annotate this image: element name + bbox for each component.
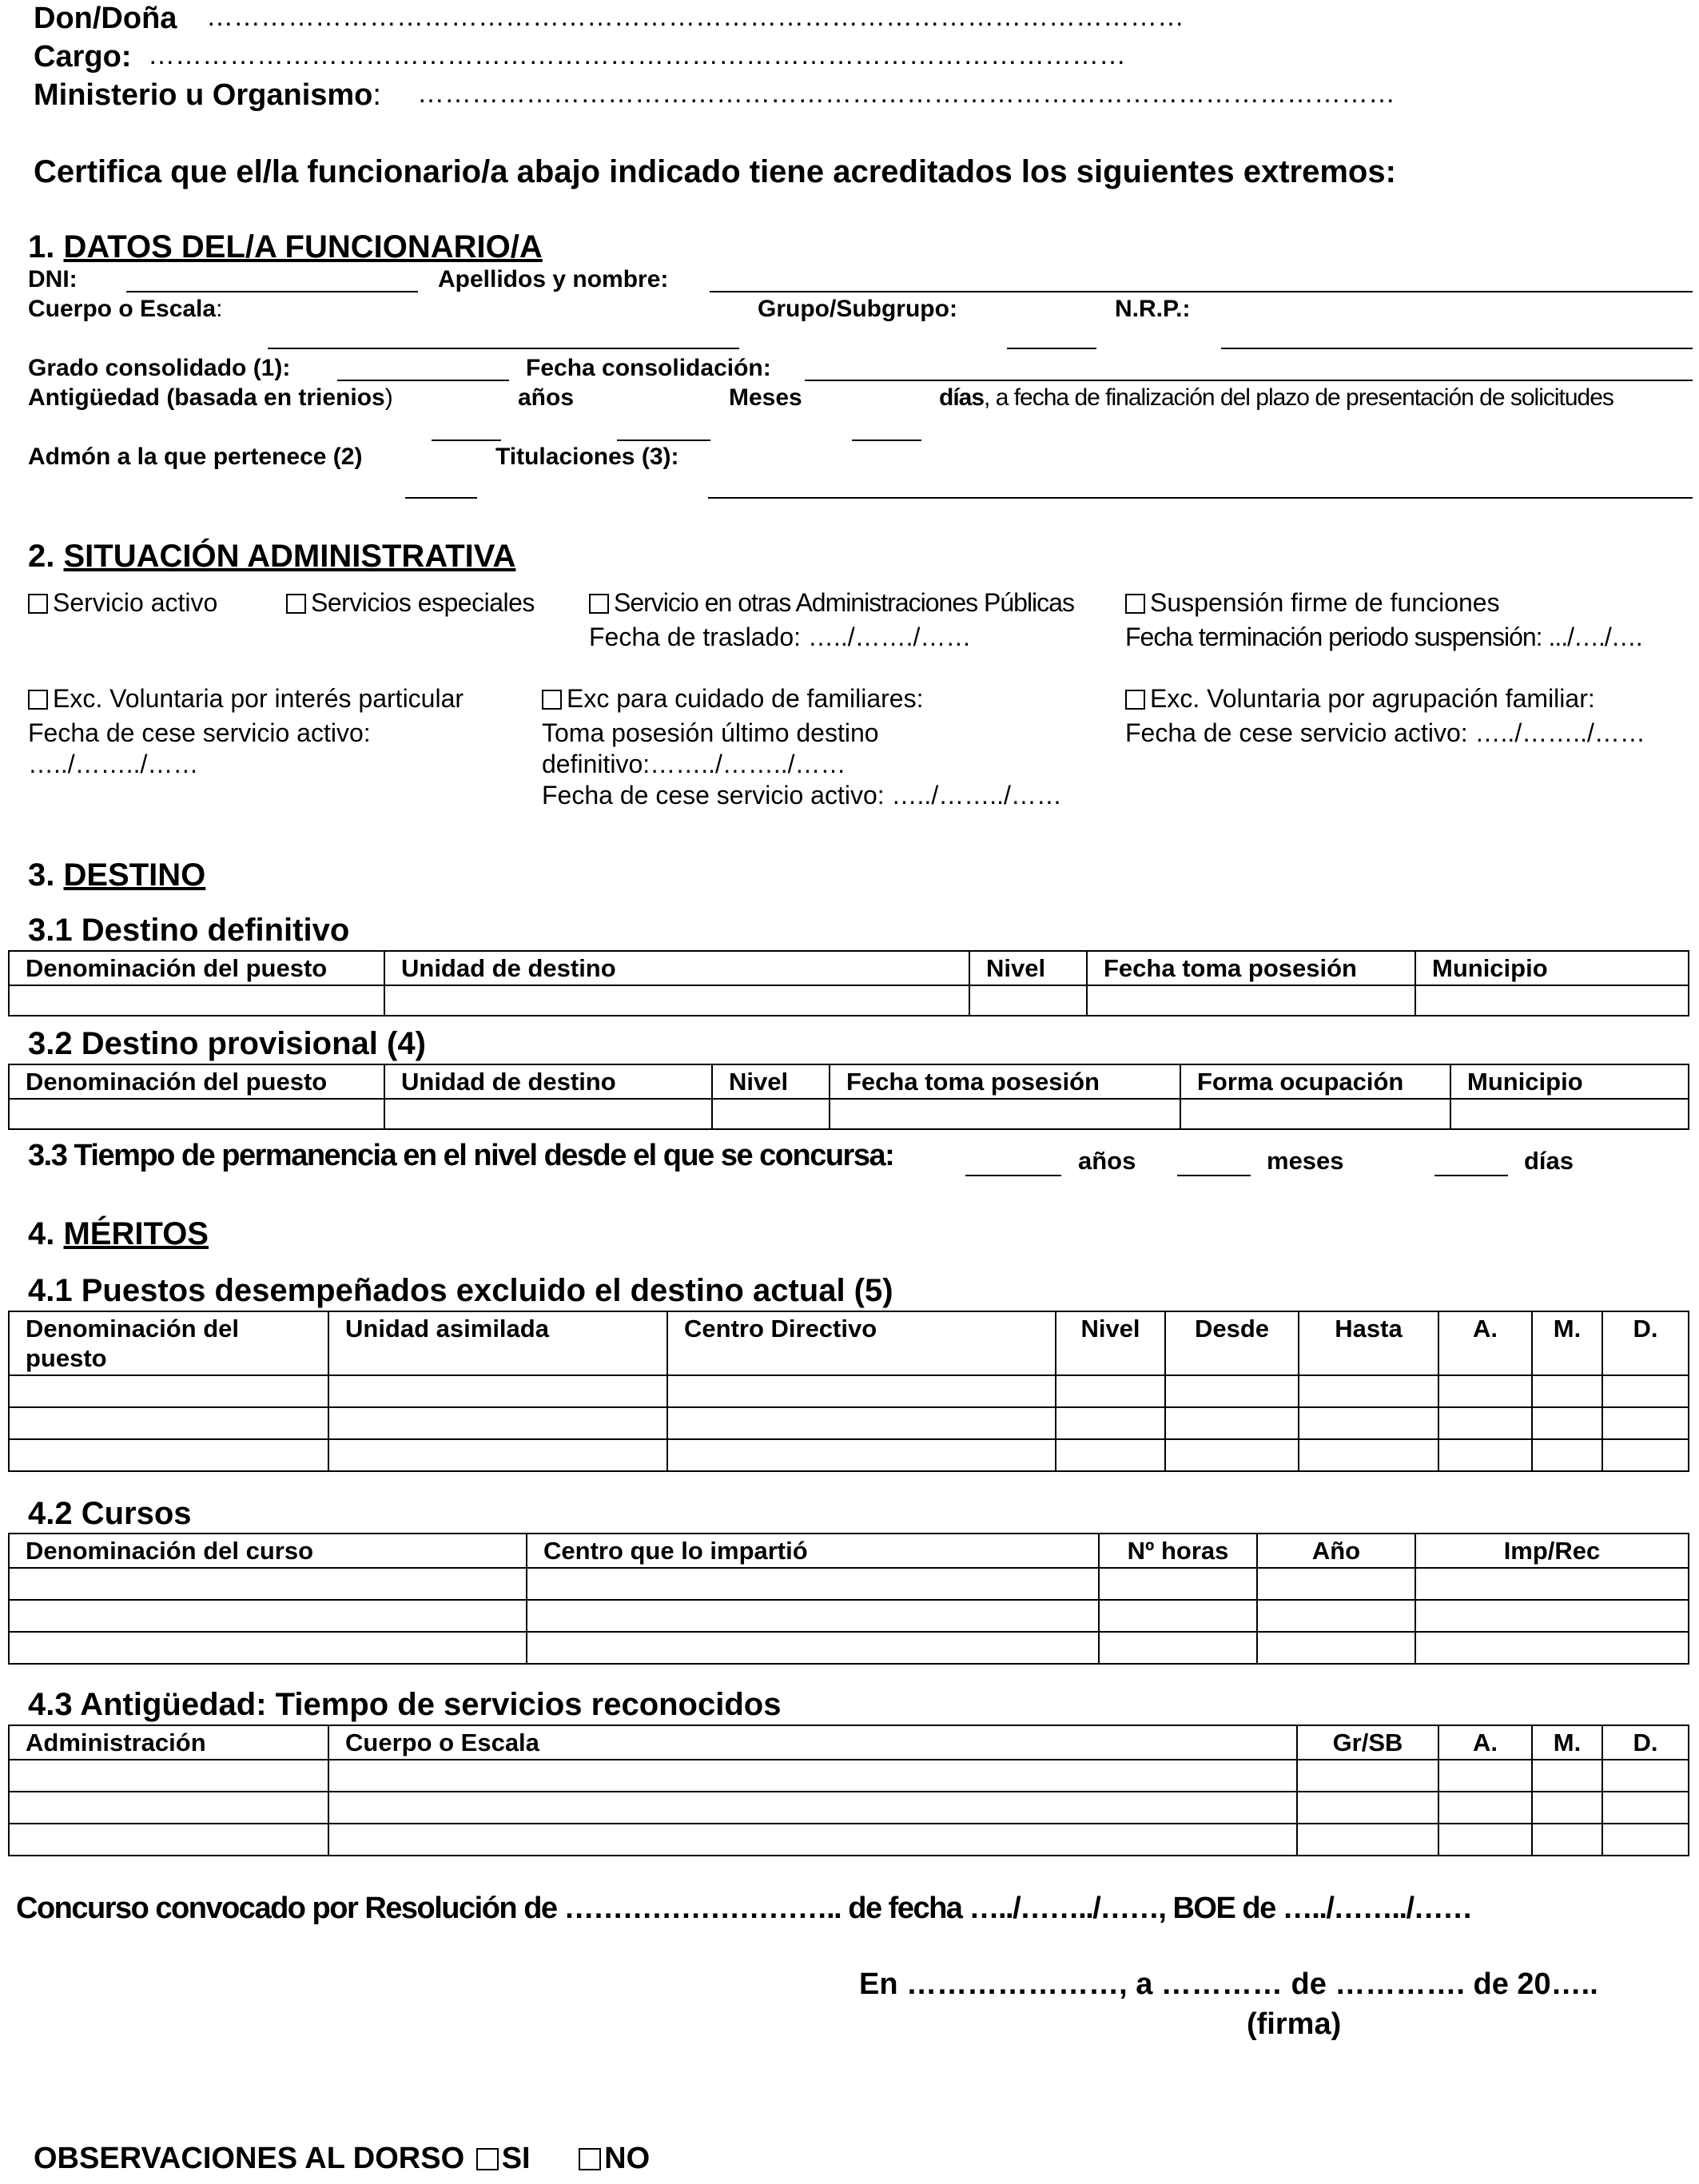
servicio-activo-label: Servicio activo bbox=[53, 588, 218, 617]
destino-definitivo-heading: 3.1 Destino definitivo bbox=[28, 913, 350, 948]
antiguedad-meses-label: Meses bbox=[729, 384, 802, 411]
permanencia-label: 3.3 Tiempo de permanencia en el nivel desde el que se concursa: bbox=[28, 1139, 894, 1172]
table-cell[interactable] bbox=[1099, 1632, 1257, 1664]
cuerpo-colon: : bbox=[216, 296, 223, 322]
table-header-cell: Desde bbox=[1165, 1311, 1299, 1375]
table-cell[interactable] bbox=[1415, 1568, 1689, 1600]
exc-cuidado-checkbox[interactable] bbox=[542, 690, 562, 710]
section3-title: DESTINO bbox=[63, 857, 206, 893]
table-cell[interactable] bbox=[1602, 1760, 1689, 1792]
destino-definitivo-table bbox=[8, 950, 1689, 1016]
table-cell[interactable] bbox=[9, 1568, 527, 1600]
dni-label: DNI: bbox=[28, 266, 78, 292]
table-cell[interactable] bbox=[9, 985, 384, 1016]
table-header-cell: A. bbox=[1438, 1311, 1532, 1375]
table-cell[interactable] bbox=[1602, 1375, 1689, 1407]
cuerpo-label-text: Cuerpo o Escala bbox=[28, 296, 217, 322]
servicios-especiales-option[interactable] bbox=[286, 588, 535, 618]
table-cell[interactable] bbox=[9, 1375, 328, 1407]
table-header-cell: Imp/Rec bbox=[1415, 1534, 1689, 1568]
table-header-row bbox=[9, 1534, 1689, 1568]
table-cell[interactable] bbox=[9, 1632, 527, 1664]
table-row bbox=[9, 1375, 1689, 1407]
exc-voluntaria-option[interactable] bbox=[28, 684, 464, 714]
servicio-activo-option[interactable] bbox=[28, 588, 217, 618]
cargo-dots: ……………………………………………………………………………………………… bbox=[148, 40, 1126, 70]
table-cell[interactable] bbox=[9, 1439, 328, 1471]
table-cell[interactable] bbox=[667, 1439, 1056, 1471]
table-cell[interactable] bbox=[1602, 1439, 1689, 1471]
section3-number: 3. bbox=[28, 857, 55, 893]
table-cell[interactable] bbox=[1438, 1375, 1532, 1407]
exc-cuidado-label: Exc para cuidado de familiares: bbox=[567, 684, 924, 713]
don-dona-field[interactable] bbox=[34, 2, 177, 37]
table-cell[interactable] bbox=[1532, 1439, 1602, 1471]
table-header-cell: Fecha toma posesión bbox=[1087, 951, 1415, 985]
table-cell[interactable] bbox=[384, 1099, 712, 1129]
fecha-cese-2-text: Fecha de cese servicio activo: …../……../…… bbox=[542, 781, 1062, 810]
observaciones-row bbox=[34, 2142, 650, 2177]
table-header-cell: Denominación del puesto bbox=[9, 951, 384, 985]
table-cell[interactable] bbox=[1438, 1407, 1532, 1439]
antiguedad-servicios-table bbox=[8, 1725, 1689, 1856]
don-dona-dots: ……………………………………………………………………………………………… bbox=[206, 2, 1184, 32]
toma-posesion-text: Toma posesión último destino bbox=[542, 718, 879, 747]
permanencia-meses-line[interactable] bbox=[1177, 1175, 1251, 1176]
table-cell[interactable] bbox=[712, 1099, 830, 1129]
section2-heading bbox=[28, 538, 515, 575]
permanencia-dias-label: días bbox=[1524, 1147, 1574, 1175]
section2-title: SITUACIÓN ADMINISTRATIVA bbox=[63, 539, 516, 574]
servicios-especiales-checkbox[interactable] bbox=[286, 594, 306, 614]
ministerio-label: Ministerio u Organismo bbox=[34, 78, 373, 112]
cuerpo-label bbox=[28, 296, 222, 324]
permanencia-anos-label: años bbox=[1078, 1147, 1136, 1175]
table-cell[interactable] bbox=[384, 985, 969, 1016]
table-cell[interactable] bbox=[527, 1632, 1099, 1664]
table-cell[interactable] bbox=[1438, 1824, 1532, 1856]
fecha-traslado-text: Fecha de traslado: …../……./…… bbox=[589, 623, 972, 651]
table-cell[interactable] bbox=[328, 1824, 1297, 1856]
table-header-cell: Denominación del puesto bbox=[9, 1311, 328, 1375]
admon-line[interactable] bbox=[405, 497, 477, 499]
table-header-cell: Forma ocupación bbox=[1180, 1064, 1450, 1099]
table-cell[interactable] bbox=[1099, 1600, 1257, 1632]
table-cell[interactable] bbox=[1297, 1824, 1438, 1856]
admon-label: Admón a la que pertenece (2) bbox=[28, 444, 363, 470]
destino-provisional-table bbox=[8, 1064, 1689, 1130]
antiguedad-paren: ) bbox=[384, 384, 393, 411]
table-cell[interactable] bbox=[1532, 1792, 1602, 1824]
table-cell[interactable] bbox=[1299, 1375, 1438, 1407]
table-cell[interactable] bbox=[1415, 1600, 1689, 1632]
table-cell[interactable] bbox=[1056, 1407, 1165, 1439]
suspension-checkbox[interactable] bbox=[1125, 594, 1145, 614]
section4-number: 4. bbox=[28, 1216, 55, 1251]
table-cell[interactable] bbox=[9, 1792, 328, 1824]
table-header-cell: D. bbox=[1602, 1725, 1689, 1760]
table-cell[interactable] bbox=[1297, 1792, 1438, 1824]
table-cell[interactable] bbox=[527, 1568, 1099, 1600]
table-row bbox=[9, 1407, 1689, 1439]
section4-heading bbox=[28, 1215, 209, 1252]
table-cell[interactable] bbox=[1297, 1760, 1438, 1792]
table-cell[interactable] bbox=[1438, 1792, 1532, 1824]
section1-number: 1. bbox=[28, 229, 55, 265]
fecha-consolidacion-label: Fecha consolidación: bbox=[526, 355, 771, 381]
table-header-cell: Cuerpo o Escala bbox=[328, 1725, 1297, 1760]
servicio-otras-option[interactable] bbox=[589, 588, 1074, 618]
antiguedad-dias-line[interactable] bbox=[852, 440, 921, 441]
cargo-field[interactable] bbox=[34, 40, 131, 75]
table-cell[interactable] bbox=[1438, 1439, 1532, 1471]
table-cell[interactable] bbox=[1099, 1568, 1257, 1600]
table-header-cell: Fecha toma posesión bbox=[830, 1064, 1180, 1099]
table-header-cell: Año bbox=[1257, 1534, 1415, 1568]
table-cell[interactable] bbox=[1532, 1760, 1602, 1792]
firma-label: (firma) bbox=[1247, 2007, 1342, 2041]
section4-title: MÉRITOS bbox=[63, 1216, 209, 1251]
fecha-consolidacion-line[interactable] bbox=[805, 380, 1693, 381]
servicio-otras-checkbox[interactable] bbox=[589, 594, 609, 614]
table-cell[interactable] bbox=[1438, 1760, 1532, 1792]
ministerio-colon: : bbox=[372, 78, 381, 112]
grupo-line[interactable] bbox=[1007, 348, 1096, 349]
table-header-row bbox=[9, 1064, 1689, 1099]
puestos-desempenados-heading: 4.1 Puestos desempeñados excluido el destino actual (5) bbox=[28, 1273, 893, 1308]
table-cell[interactable] bbox=[9, 1600, 527, 1632]
antiguedad-label bbox=[28, 384, 393, 412]
table-cell[interactable] bbox=[1299, 1407, 1438, 1439]
cuerpo-line[interactable] bbox=[268, 348, 739, 349]
antiguedad-label-text: Antigüedad (basada en trienios bbox=[28, 384, 385, 411]
table-cell[interactable] bbox=[328, 1407, 667, 1439]
antiguedad-meses-line[interactable] bbox=[617, 440, 710, 441]
grupo-label: Grupo/Subgrupo: bbox=[758, 296, 957, 322]
servicios-especiales-label: Servicios especiales bbox=[311, 588, 535, 617]
cursos-heading: 4.2 Cursos bbox=[28, 1496, 192, 1531]
table-cell[interactable] bbox=[1056, 1375, 1165, 1407]
table-header-cell: Gr/SB bbox=[1297, 1725, 1438, 1760]
antiguedad-dias-suffix: , a fecha de finalización del plazo de presentación de solicitudes bbox=[984, 384, 1613, 411]
table-row bbox=[9, 1824, 1689, 1856]
section3-heading bbox=[28, 857, 205, 893]
table-header-cell: Nivel bbox=[1056, 1311, 1165, 1375]
table-cell[interactable] bbox=[1056, 1439, 1165, 1471]
table-header-cell: Hasta bbox=[1299, 1311, 1438, 1375]
cursos-table bbox=[8, 1533, 1689, 1665]
antiguedad-servicios-heading: 4.3 Antigüedad: Tiempo de servicios reconocidos bbox=[28, 1687, 782, 1722]
table-row bbox=[9, 1600, 1689, 1632]
fecha-cese-3-text: Fecha de cese servicio activo: …../……../…… bbox=[1125, 718, 1645, 747]
dni-line[interactable] bbox=[126, 291, 418, 292]
antiguedad-dias bbox=[939, 384, 1613, 412]
table-cell[interactable] bbox=[1532, 1407, 1602, 1439]
titulaciones-label: Titulaciones (3): bbox=[495, 444, 679, 470]
apellidos-line[interactable] bbox=[710, 291, 1693, 292]
table-header-cell: Nivel bbox=[969, 951, 1087, 985]
table-cell[interactable] bbox=[1257, 1632, 1415, 1664]
table-row bbox=[9, 1632, 1689, 1664]
table-header-cell: M. bbox=[1532, 1725, 1602, 1760]
table-cell[interactable] bbox=[328, 1760, 1297, 1792]
table-cell[interactable] bbox=[667, 1407, 1056, 1439]
observaciones-no-label: NO bbox=[604, 2142, 651, 2175]
table-row bbox=[9, 1439, 1689, 1471]
suspension-option[interactable] bbox=[1125, 588, 1500, 618]
table-cell[interactable] bbox=[1532, 1824, 1602, 1856]
table-header-row bbox=[9, 1311, 1689, 1375]
suspension-label: Suspensión firme de funciones bbox=[1150, 588, 1500, 617]
table-row bbox=[9, 985, 1689, 1016]
exc-agrupacion-checkbox[interactable] bbox=[1125, 690, 1145, 710]
apellidos-label: Apellidos y nombre: bbox=[438, 266, 669, 292]
table-header-cell: Denominación del puesto bbox=[9, 1064, 384, 1099]
servicio-otras-label: Servicio en otras Administraciones Públicas bbox=[614, 588, 1074, 617]
table-cell[interactable] bbox=[9, 1760, 328, 1792]
exc-voluntaria-checkbox[interactable] bbox=[28, 690, 48, 710]
permanencia-anos-line[interactable] bbox=[965, 1175, 1061, 1176]
table-cell[interactable] bbox=[328, 1439, 667, 1471]
table-cell[interactable] bbox=[1087, 985, 1415, 1016]
table-cell[interactable] bbox=[1415, 1632, 1689, 1664]
antiguedad-anos-line[interactable] bbox=[432, 440, 501, 441]
table-header-cell: Municipio bbox=[1415, 951, 1689, 985]
table-cell[interactable] bbox=[9, 1824, 328, 1856]
table-cell[interactable] bbox=[1165, 1375, 1299, 1407]
cargo-label: Cargo: bbox=[34, 40, 132, 74]
puestos-desempenados-table bbox=[8, 1311, 1689, 1472]
table-cell[interactable] bbox=[830, 1099, 1180, 1129]
table-header-cell: Centro que lo impartió bbox=[527, 1534, 1099, 1568]
table-header-cell: Centro Directivo bbox=[667, 1311, 1056, 1375]
grado-line[interactable] bbox=[337, 380, 509, 381]
table-row bbox=[9, 1760, 1689, 1792]
destino-provisional-heading: 3.2 Destino provisional (4) bbox=[28, 1026, 426, 1061]
table-cell[interactable] bbox=[1602, 1792, 1689, 1824]
antiguedad-dias-label: días bbox=[939, 384, 985, 411]
table-header-cell: Unidad de destino bbox=[384, 951, 969, 985]
fecha-suspension-text: Fecha terminación periodo suspensión: .../…./…. bbox=[1125, 623, 1642, 651]
table-cell[interactable] bbox=[328, 1792, 1297, 1824]
table-header-cell: Nivel bbox=[712, 1064, 830, 1099]
table-cell[interactable] bbox=[527, 1600, 1099, 1632]
don-dona-label: Don/Doña bbox=[34, 2, 177, 35]
table-cell[interactable] bbox=[1257, 1568, 1415, 1600]
table-header-cell: Administración bbox=[9, 1725, 328, 1760]
titulaciones-line[interactable] bbox=[708, 497, 1693, 499]
section1-title: DATOS DEL/A FUNCIONARIO/A bbox=[63, 229, 543, 265]
table-row bbox=[9, 1568, 1689, 1600]
nrp-line[interactable] bbox=[1221, 348, 1693, 349]
table-cell[interactable] bbox=[1415, 985, 1689, 1016]
fecha-cese-1-text: Fecha de cese servicio activo: bbox=[28, 718, 371, 747]
table-header-cell: Unidad asimilada bbox=[328, 1311, 667, 1375]
table-cell[interactable] bbox=[1165, 1439, 1299, 1471]
fecha-cese-1-dots: …../……../…… bbox=[28, 750, 199, 778]
exc-cuidado-option[interactable] bbox=[542, 684, 923, 714]
table-header-cell: A. bbox=[1438, 1725, 1532, 1760]
table-cell[interactable] bbox=[1299, 1439, 1438, 1471]
section2-number: 2. bbox=[28, 539, 55, 574]
table-cell[interactable] bbox=[328, 1375, 667, 1407]
table-header-cell: M. bbox=[1532, 1311, 1602, 1375]
table-cell[interactable] bbox=[1532, 1375, 1602, 1407]
grado-label: Grado consolidado (1): bbox=[28, 355, 291, 381]
ministerio-dots: ……………………………………………………………………………………………… bbox=[417, 78, 1395, 109]
table-row bbox=[9, 1792, 1689, 1824]
table-cell[interactable] bbox=[667, 1375, 1056, 1407]
table-header-cell: Municipio bbox=[1450, 1064, 1689, 1099]
observaciones-no-checkbox[interactable] bbox=[579, 2148, 601, 2170]
table-cell[interactable] bbox=[1180, 1099, 1450, 1129]
permanencia-dias-line[interactable] bbox=[1434, 1175, 1508, 1176]
table-row bbox=[9, 1099, 1689, 1129]
permanencia-meses-label: meses bbox=[1267, 1147, 1344, 1175]
table-header-cell: Denominación del curso bbox=[9, 1534, 527, 1568]
table-cell[interactable] bbox=[1602, 1824, 1689, 1856]
nrp-label: N.R.P.: bbox=[1115, 296, 1191, 322]
exc-agrupacion-option[interactable] bbox=[1125, 684, 1595, 714]
table-header-cell: Unidad de destino bbox=[384, 1064, 712, 1099]
table-header-cell: Nº horas bbox=[1099, 1534, 1257, 1568]
section1-heading bbox=[28, 229, 543, 265]
table-cell[interactable] bbox=[9, 1099, 384, 1129]
table-cell[interactable] bbox=[1257, 1600, 1415, 1632]
table-header-cell: D. bbox=[1602, 1311, 1689, 1375]
exc-voluntaria-label: Exc. Voluntaria por interés particular bbox=[53, 684, 464, 713]
table-header-row bbox=[9, 951, 1689, 985]
table-cell[interactable] bbox=[1450, 1099, 1689, 1129]
ministerio-field[interactable] bbox=[34, 78, 381, 113]
antiguedad-anos-label: años bbox=[518, 384, 575, 411]
definitivo-text: definitivo:……../……../…… bbox=[542, 750, 846, 778]
servicio-activo-checkbox[interactable] bbox=[28, 594, 48, 614]
table-cell[interactable] bbox=[969, 985, 1087, 1016]
observaciones-label: OBSERVACIONES AL DORSO bbox=[34, 2142, 465, 2175]
observaciones-si-checkbox[interactable] bbox=[476, 2148, 499, 2170]
exc-agrupacion-label: Exc. Voluntaria por agrupación familiar: bbox=[1150, 684, 1595, 713]
table-cell[interactable] bbox=[1165, 1407, 1299, 1439]
observaciones-si-label: SI bbox=[501, 2142, 531, 2175]
lugar-fecha-text: En …………………, a ………… de …………. de 20….. bbox=[859, 1967, 1598, 2001]
table-cell[interactable] bbox=[9, 1407, 328, 1439]
certifica-text: Certifica que el/la funcionario/a abajo indicado tiene acreditados los siguientes extremos: bbox=[34, 154, 1396, 189]
concurso-text: Concurso convocado por Resolución de ……………………….. de fecha …../……../……, BOE de …../……../…… bbox=[16, 1892, 1472, 1925]
table-cell[interactable] bbox=[1602, 1407, 1689, 1439]
table-header-row bbox=[9, 1725, 1689, 1760]
